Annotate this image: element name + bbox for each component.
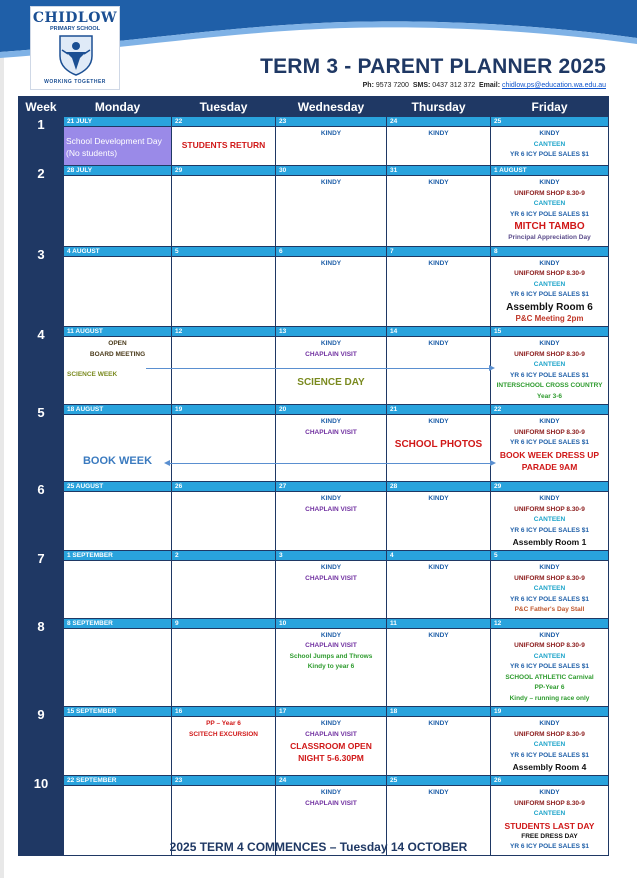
date-label: 16: [172, 707, 275, 717]
page-edge: [0, 0, 4, 878]
day-cell-wednesday: [276, 327, 387, 405]
date-label: 15: [491, 327, 608, 337]
week-row: [19, 405, 609, 482]
date-label: 5: [172, 247, 275, 257]
date-label: 21 JULY: [64, 117, 171, 127]
date-label: 11: [387, 619, 490, 629]
event: CHAPLAIN VISIT: [305, 428, 357, 436]
day-cell-thursday: [387, 482, 491, 551]
event: UNIFORM SHOP 8.30-9: [514, 189, 585, 197]
week-row: [19, 707, 609, 776]
day-cell-friday: [491, 707, 609, 776]
event: UNIFORM SHOP 8.30-9: [514, 642, 585, 649]
email-link[interactable]: chidlow.ps@education.wa.edu.au: [501, 82, 606, 89]
day-cell-thursday: [387, 166, 491, 247]
science-week-arrow: [146, 368, 493, 369]
date-label: 26: [172, 482, 275, 492]
phone-value: 9573 7200: [375, 82, 409, 89]
date-label: 8: [491, 247, 608, 257]
day-cell-wednesday: [276, 707, 387, 776]
event-school-photos: SCHOOL PHOTOS: [394, 438, 483, 450]
day-cell-tuesday: [172, 551, 276, 619]
week-row: [19, 551, 609, 619]
date-label: 4 AUGUST: [64, 247, 171, 257]
day-cell-friday: [491, 482, 609, 551]
day-cell-thursday: [387, 551, 491, 619]
event: KINDY: [320, 259, 342, 267]
email-label: Email:: [479, 82, 501, 89]
event: YR 6 ICY POLE SALES $1: [510, 526, 589, 534]
event: Assembly Room 6: [506, 301, 593, 313]
day-cell-tuesday: [172, 327, 276, 405]
date-label: 4: [387, 551, 490, 561]
day-cell-monday: [64, 707, 172, 776]
shield-icon: [58, 34, 94, 76]
header-thursday: Thursday: [387, 97, 491, 117]
event: CHAPLAIN VISIT: [305, 574, 357, 582]
date-label: 25 AUGUST: [64, 482, 171, 492]
event: PP-Year 6: [534, 684, 565, 691]
event: CANTEEN: [533, 140, 566, 148]
event: KINDY: [320, 495, 342, 502]
event: CHAPLAIN VISIT: [305, 799, 357, 807]
event: CANTEEN: [533, 585, 566, 592]
day-cell-monday: [64, 551, 172, 619]
date-label: 23: [172, 776, 275, 786]
event: UNIFORM SHOP 8.30-9: [514, 270, 585, 277]
date-label: 25: [387, 776, 490, 786]
date-label: 8 SEPTEMBER: [64, 619, 171, 629]
week-number: 2: [19, 166, 64, 247]
day-cell-friday: [491, 551, 609, 619]
date-label: 19: [172, 405, 275, 415]
event: CHAPLAIN VISIT: [305, 350, 357, 358]
event: CHAPLAIN VISIT: [305, 730, 357, 738]
event: CANTEEN: [533, 652, 566, 660]
event: UNIFORM SHOP 8.30-9: [514, 350, 585, 358]
contact-line: [200, 82, 606, 89]
header-row: [19, 97, 609, 117]
day-cell-tuesday: [172, 166, 276, 247]
week-row: [19, 117, 609, 166]
week-number: 5: [19, 405, 64, 482]
date-label: 19: [491, 707, 608, 717]
date-label: 1 AUGUST: [491, 166, 608, 176]
event: YR 6 ICY POLE SALES $1: [510, 595, 589, 603]
week-number: 1: [19, 117, 64, 166]
date-label: 22: [172, 117, 275, 127]
date-label: 21: [387, 405, 490, 415]
date-label: 20: [276, 405, 386, 415]
date-label: 11 AUGUST: [64, 327, 171, 337]
date-label: 18: [387, 707, 490, 717]
phone-label: Ph:: [362, 82, 374, 89]
day-cell-tuesday: [172, 405, 276, 482]
date-label: 12: [491, 619, 608, 629]
date-label: 30: [276, 166, 386, 176]
date-label: 29: [172, 166, 275, 176]
event: UNIFORM SHOP 8.30-9: [514, 505, 585, 513]
event: CANTEEN: [533, 810, 566, 817]
day-cell-friday: [491, 327, 609, 405]
date-label: 25: [491, 117, 608, 127]
date-label: 9: [172, 619, 275, 629]
event: P&C Meeting 2pm: [515, 313, 584, 323]
event-science-day: SCIENCE DAY: [297, 377, 365, 388]
event: KINDY: [539, 130, 560, 137]
event: KINDY: [428, 340, 449, 347]
date-label: 6: [276, 247, 386, 257]
day-cell-monday: [64, 482, 172, 551]
event: UNIFORM SHOP 8.30-9: [514, 574, 585, 582]
event: CLASSROOM OPEN NIGHT 5-6.30PM: [290, 741, 372, 763]
event: CANTEEN: [533, 200, 566, 207]
event: Assembly Room 1: [512, 537, 587, 547]
event-dev-day: School Development Day (No students): [64, 127, 171, 165]
week-row: [19, 327, 609, 405]
day-cell-tuesday: [172, 482, 276, 551]
event: KINDY: [539, 418, 560, 425]
event: School Jumps and Throws: [289, 652, 373, 660]
date-label: 24: [387, 117, 490, 127]
event: UNIFORM SHOP 8.30-9: [514, 730, 585, 738]
date-label: 28: [387, 482, 490, 492]
week-number: 3: [19, 246, 64, 327]
event: STUDENTS RETURN: [181, 140, 266, 150]
week-row: [19, 166, 609, 247]
day-cell-thursday: [387, 405, 491, 482]
week-row: [19, 482, 609, 551]
day-cell-tuesday: [172, 707, 276, 776]
event: KINDY: [320, 418, 342, 425]
event: CANTEEN: [533, 741, 566, 748]
event: KINDY: [320, 340, 342, 347]
date-label: 13: [276, 327, 386, 337]
event: Principal Appreciation Day: [508, 234, 591, 241]
day-cell-friday: [491, 246, 609, 327]
day-cell-monday: [64, 117, 172, 166]
event: Kindy to year 6: [307, 663, 355, 670]
date-label: 10: [276, 619, 386, 629]
day-cell-wednesday: [276, 117, 387, 166]
event: KINDY: [428, 418, 449, 425]
day-cell-thursday: [387, 618, 491, 707]
week-row: [19, 246, 609, 327]
event: KINDY: [539, 789, 560, 796]
event: PP – Year 6: [206, 720, 241, 727]
day-cell-wednesday: [276, 166, 387, 247]
event: KINDY: [539, 259, 560, 267]
date-label: 12: [172, 327, 275, 337]
week-number: 6: [19, 482, 64, 551]
event: KINDY: [320, 564, 342, 571]
sms-label: SMS:: [412, 82, 431, 89]
day-cell-friday: [491, 405, 609, 482]
event: KINDY: [428, 789, 449, 796]
day-cell-wednesday: [276, 482, 387, 551]
event: KINDY: [320, 789, 342, 796]
header-week: Week: [19, 97, 64, 117]
event: KINDY: [320, 179, 342, 186]
date-label: 26: [491, 776, 608, 786]
event: YR 6 ICY POLE SALES $1: [510, 439, 589, 446]
day-cell-wednesday: [276, 618, 387, 707]
day-cell-friday: [491, 166, 609, 247]
date-label: 22: [491, 405, 608, 415]
event: YR 6 ICY POLE SALES $1: [510, 751, 589, 759]
day-cell-monday: [64, 327, 172, 405]
event: KINDY: [539, 564, 560, 571]
event-science-week: SCIENCE WEEK: [67, 371, 118, 378]
day-cell-thursday: [387, 707, 491, 776]
event: KINDY: [428, 179, 449, 186]
event: KINDY: [539, 495, 560, 502]
day-cell-tuesday: [172, 618, 276, 707]
event: UNIFORM SHOP 8.30-9: [514, 428, 585, 436]
event: STUDENTS LAST DAY: [504, 820, 595, 831]
day-cell-monday: [64, 618, 172, 707]
header-tuesday: Tuesday: [172, 97, 276, 117]
day-cell-wednesday: [276, 405, 387, 482]
day-cell-friday: [491, 618, 609, 707]
event: KINDY: [428, 564, 449, 571]
term4-footer: 2025 TERM 4 COMMENCES – Tuesday 14 OCTOBER: [169, 840, 468, 854]
day-cell-friday: [491, 117, 609, 166]
event: KINDY: [428, 495, 449, 502]
event: KINDY: [539, 179, 560, 186]
event: SCHOOL ATHLETIC Carnival: [505, 673, 594, 681]
day-cell-thursday: [387, 246, 491, 327]
day-cell-thursday: [387, 327, 491, 405]
event: MITCH TAMBO: [514, 221, 585, 232]
day-cell-wednesday: [276, 246, 387, 327]
event: CHAPLAIN VISIT: [305, 642, 357, 649]
date-label: 27: [276, 482, 386, 492]
week-row: [19, 618, 609, 707]
event: BOARD MEETING: [89, 350, 146, 358]
header-wednesday: Wednesday: [276, 97, 387, 117]
event: KINDY: [539, 720, 560, 727]
event: Kindy – running race only: [509, 694, 590, 702]
date-label: 29: [491, 482, 608, 492]
event: FREE DRESS DAY: [521, 832, 578, 840]
event: CHAPLAIN VISIT: [305, 505, 357, 513]
event: YR 6 ICY POLE SALES $1: [510, 210, 589, 218]
date-label: 28 JULY: [64, 166, 171, 176]
event: KINDY: [428, 130, 449, 137]
book-week-arrow: [166, 463, 494, 464]
event: P&C Father's Day Stall: [514, 606, 585, 613]
day-cell-monday: [64, 405, 172, 482]
event: KINDY: [428, 631, 449, 639]
event: INTERSCHOOL CROSS COUNTRY Year 3-6: [496, 382, 603, 400]
week-number: 7: [19, 551, 64, 619]
event: CANTEEN: [533, 361, 566, 368]
logo-name: CHIDLOW: [32, 10, 118, 26]
page-title: TERM 3 - PARENT PLANNER 2025: [260, 55, 606, 78]
event: YR 6 ICY POLE SALES $1: [510, 151, 589, 158]
day-cell-tuesday: [172, 246, 276, 327]
event: KINDY: [320, 720, 342, 727]
event: YR 6 ICY POLE SALES $1: [510, 291, 589, 298]
day-cell-wednesday: [276, 551, 387, 619]
week-number: 9: [19, 707, 64, 776]
date-label: 23: [276, 117, 386, 127]
date-label: 14: [387, 327, 490, 337]
day-cell-monday: [64, 246, 172, 327]
event-book-week: BOOK WEEK: [82, 455, 153, 467]
date-label: 3: [276, 551, 386, 561]
event: SCITECH EXCURSION: [189, 730, 258, 738]
day-cell-thursday: [387, 117, 491, 166]
event: YR 6 ICY POLE SALES $1: [510, 371, 589, 379]
school-logo: [30, 6, 120, 90]
event: OPEN: [108, 340, 127, 347]
date-label: 18 AUGUST: [64, 405, 171, 415]
date-label: 15 SEPTEMBER: [64, 707, 171, 717]
event: BOOK WEEK DRESS UP PARADE 9AM: [499, 449, 600, 472]
event: KINDY: [428, 259, 449, 267]
week-number: 10: [19, 776, 64, 856]
event: YR 6 ICY POLE SALES $1: [510, 843, 589, 850]
date-label: 7: [387, 247, 490, 257]
week-number: 4: [19, 327, 64, 405]
event: CANTEEN: [533, 516, 566, 523]
date-label: 31: [387, 166, 490, 176]
event: Assembly Room 4: [512, 762, 587, 772]
date-label: 2: [172, 551, 275, 561]
date-label: 17: [276, 707, 386, 717]
header-friday: Friday: [491, 97, 609, 117]
week-number: 8: [19, 618, 64, 707]
date-label: 5: [491, 551, 608, 561]
planner-table: [18, 96, 609, 856]
day-cell-monday: [64, 166, 172, 247]
logo-motto: WORKING TOGETHER: [44, 79, 106, 85]
sms-value: 0437 312 372: [432, 82, 476, 89]
logo-subtitle: PRIMARY SCHOOL: [49, 26, 101, 32]
event: KINDY: [539, 340, 560, 347]
event: YR 6 ICY POLE SALES $1: [510, 663, 589, 670]
event: KINDY: [539, 631, 560, 639]
header-monday: Monday: [64, 97, 172, 117]
event: KINDY: [320, 631, 342, 639]
event: UNIFORM SHOP 8.30-9: [514, 799, 585, 807]
event: KINDY: [428, 720, 449, 727]
date-label: 1 SEPTEMBER: [64, 551, 171, 561]
event: CANTEEN: [533, 280, 566, 288]
day-cell-tuesday: [172, 117, 276, 166]
date-label: 24: [276, 776, 386, 786]
event: KINDY: [320, 130, 342, 137]
date-label: 22 SEPTEMBER: [64, 776, 171, 786]
